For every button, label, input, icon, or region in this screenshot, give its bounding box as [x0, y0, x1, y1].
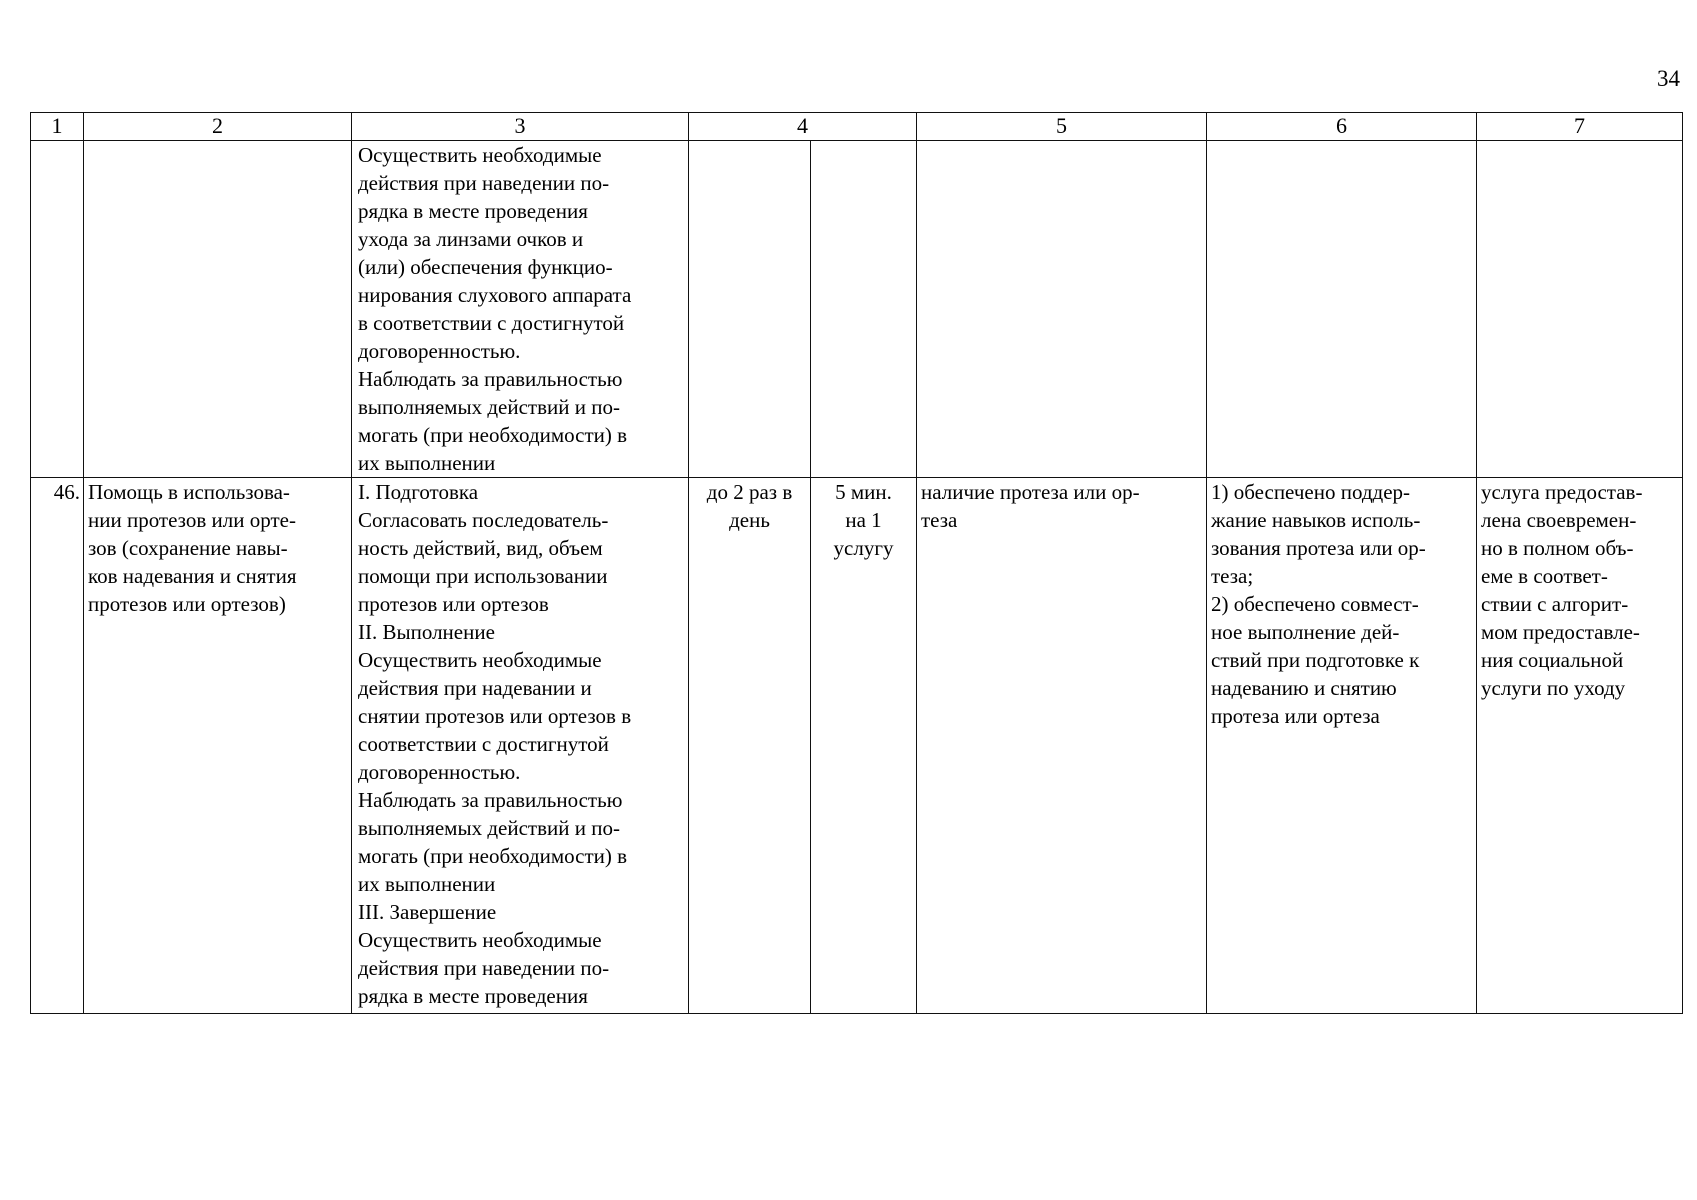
- service-description-cell: Осуществить необходимые действия при наведении по- рядка в месте проведения ухода за линзами очков и (или) обеспечения функцио- нирования слухового аппарата в соответствии с достигнутой договоренностью. Наблюдать за правильностью выполняемых действий и по- могать (при необходимости) в их выполнении: [352, 141, 689, 478]
- column-header-6: 6: [1207, 113, 1477, 141]
- results-cell: [1207, 141, 1477, 478]
- table-row: [31, 141, 1683, 478]
- column-header-7: 7: [1477, 113, 1683, 141]
- table-row: [31, 478, 1683, 1014]
- row-number-cell: [31, 141, 84, 478]
- column-header-4: 4: [689, 113, 917, 141]
- service-name-cell: Помощь в использова- нии протезов или орте- зов (сохранение навы- ков надевания и снятия протезов или ортезов): [84, 478, 352, 1014]
- quality-cell: услуга предостав- лена своевремен- но в полном объ- еме в соответ- ствии с алгорит- мом предоставле- ния социальной услуги по уходу: [1477, 478, 1683, 1014]
- services-table: [30, 112, 1683, 1014]
- conditions-cell: наличие протеза или ор- теза: [917, 478, 1207, 1014]
- service-description-cell: I. Подготовка Согласовать последователь- ность действий, вид, объем помощи при использовании протезов или ортезов II. Выполнение Осуществить необходимые действия при надевании и снятии протезов или ортезов в соответствии с достигнутой договоренностью. Наблюдать за правильностью выполняемых действий и по- могать (при необходимости) в их выполнении III. Завершение Осуществить необходимые действия при наведении по- рядка в месте проведения: [352, 478, 689, 1014]
- conditions-cell: [917, 141, 1207, 478]
- frequency-cell: [689, 141, 811, 478]
- column-header-2: 2: [84, 113, 352, 141]
- page-number: 34: [1657, 66, 1680, 91]
- service-name-cell: [84, 141, 352, 478]
- column-header-5: 5: [917, 113, 1207, 141]
- row-number-cell: 46.: [31, 478, 84, 1014]
- results-cell: 1) обеспечено поддер- жание навыков исполь- зования протеза или ор- теза; 2) обеспечено совмест- ное выполнение дей- ствий при подготовке к надеванию и снятию протеза или ортеза: [1207, 478, 1477, 1014]
- quality-cell: [1477, 141, 1683, 478]
- frequency-cell: до 2 раз в день: [689, 478, 811, 1014]
- column-header-3: 3: [352, 113, 689, 141]
- table-header-row: [31, 113, 1683, 141]
- duration-cell: [811, 141, 917, 478]
- duration-cell: 5 мин. на 1 услугу: [811, 478, 917, 1014]
- column-header-1: 1: [31, 113, 84, 141]
